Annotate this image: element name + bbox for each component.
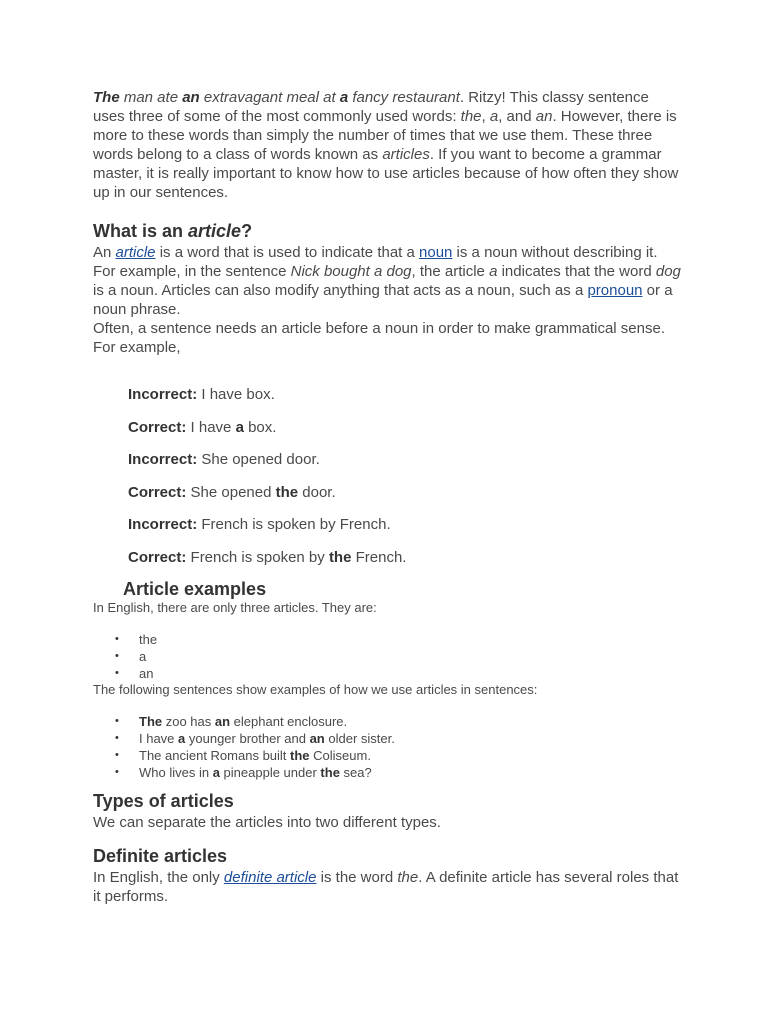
pronoun-link[interactable]: pronoun bbox=[587, 282, 643, 299]
example-article: the bbox=[275, 484, 299, 501]
body-text: . A definite article has several roles that it performs. bbox=[93, 869, 679, 905]
example-article: a bbox=[235, 419, 244, 436]
body-text: is the word bbox=[316, 869, 398, 886]
example-text: box. bbox=[243, 419, 277, 436]
body-text: or a noun phrase. bbox=[93, 282, 673, 318]
heading-definite-articles: Definite articles bbox=[93, 846, 228, 866]
example-line bbox=[128, 548, 406, 567]
example-text: I have box. bbox=[197, 386, 275, 403]
intro-text: . If you want to become a grammar master, it is really important to know how to use articles because of how often they show up in our sentences. bbox=[93, 146, 679, 201]
list-item bbox=[93, 730, 395, 747]
example-line bbox=[128, 450, 320, 469]
article-link[interactable] bbox=[116, 244, 156, 261]
intro-text: . However, there is more to these words than simply the number of times that we use them. These three words belong to a class of words known as bbox=[93, 108, 677, 163]
bold-article: the bbox=[320, 765, 340, 780]
intro-word-a: a bbox=[489, 108, 499, 125]
types-paragraph: We can separate the articles into two different types. bbox=[93, 814, 441, 831]
example-sentences-list bbox=[93, 713, 395, 781]
example-text: I have bbox=[186, 419, 236, 436]
heading-italic: article bbox=[188, 221, 242, 241]
definite-paragraph bbox=[93, 868, 683, 906]
sentence-text: I have bbox=[139, 731, 179, 746]
list-item bbox=[93, 747, 395, 764]
body-text: Often, a sentence needs an article before a noun in order to make grammatical sense. For example, bbox=[93, 320, 665, 356]
intro-word-the: the bbox=[460, 108, 482, 125]
example-text: French is spoken by bbox=[186, 549, 329, 566]
example-line bbox=[128, 515, 391, 534]
sentence-text: The ancient Romans built bbox=[139, 748, 291, 763]
example-line bbox=[128, 483, 336, 502]
example-text: French. bbox=[351, 549, 407, 566]
italic-dog: dog bbox=[655, 263, 681, 280]
intro-phrase: fancy restaurant bbox=[348, 89, 460, 106]
example-line bbox=[128, 385, 275, 404]
intro-paragraph bbox=[93, 88, 683, 202]
sentence-text: sea? bbox=[339, 765, 372, 780]
examples-intro-2: The following sentences show examples of how we use articles in sentences: bbox=[93, 682, 538, 697]
intro-text: . Ritzy! This classy sentence uses three of some of the most commonly used words: bbox=[93, 89, 649, 125]
intro-the: The bbox=[93, 89, 120, 106]
bold-article: a bbox=[178, 731, 186, 746]
article-link-text: article bbox=[115, 244, 156, 261]
sentence-text: elephant enclosure. bbox=[230, 714, 348, 729]
example-text: French is spoken by French. bbox=[197, 516, 391, 533]
body-text: indicates that the word bbox=[497, 263, 656, 280]
list-item bbox=[93, 713, 395, 730]
definite-article-link[interactable] bbox=[224, 869, 317, 886]
example-sentence: Nick bought a dog bbox=[290, 263, 412, 280]
heading-what-is-article bbox=[93, 220, 683, 242]
body-text: In English, the only bbox=[93, 869, 224, 886]
example-label: Incorrect: bbox=[128, 386, 198, 403]
example-text: She opened door. bbox=[197, 451, 320, 468]
heading-text: ? bbox=[241, 221, 253, 241]
intro-phrase: man ate bbox=[119, 89, 183, 106]
article-examples-intro: In English, there are only three articles. They are: bbox=[93, 600, 377, 615]
intro-text: , bbox=[481, 108, 490, 125]
example-label: Correct: bbox=[128, 549, 187, 566]
example-label: Incorrect: bbox=[128, 516, 198, 533]
body-text: An bbox=[93, 244, 116, 261]
sentence-text: Coliseum. bbox=[309, 748, 371, 763]
list-item: • the bbox=[93, 631, 157, 648]
definite-article-link-text: definite article bbox=[223, 869, 317, 886]
example-label: Correct: bbox=[128, 419, 187, 436]
list-item: • a bbox=[93, 648, 157, 665]
sentence-text: Who lives in bbox=[139, 765, 213, 780]
intro-word-an: an bbox=[535, 108, 553, 125]
intro-a: a bbox=[339, 89, 349, 106]
intro-an: an bbox=[182, 89, 200, 106]
heading-article-examples: Article examples bbox=[123, 579, 267, 599]
articles-list bbox=[93, 631, 157, 682]
bold-article: The bbox=[139, 714, 163, 729]
body-text: , the article bbox=[411, 263, 490, 280]
example-label: Correct: bbox=[128, 484, 187, 501]
list-item: • an bbox=[93, 665, 157, 682]
italic-a: a bbox=[489, 263, 498, 280]
example-line bbox=[128, 418, 276, 437]
heading-types-of-articles: Types of articles bbox=[93, 791, 234, 811]
list-item bbox=[93, 764, 395, 781]
body-text: is a noun without describing it. For example, in the sentence bbox=[93, 244, 658, 280]
italic-the: the bbox=[397, 869, 419, 886]
heading-text: What is an bbox=[93, 221, 189, 241]
example-text: door. bbox=[298, 484, 336, 501]
noun-link[interactable]: noun bbox=[419, 244, 453, 261]
sentence-text: zoo has bbox=[162, 714, 215, 729]
bold-article: an bbox=[309, 731, 325, 746]
intro-word-articles: articles bbox=[382, 146, 430, 163]
intro-text: , and bbox=[498, 108, 536, 125]
example-label: Incorrect: bbox=[128, 451, 198, 468]
article-definition-paragraph bbox=[93, 243, 683, 357]
bold-article: an bbox=[214, 714, 231, 729]
example-text: She opened bbox=[186, 484, 276, 501]
bold-article: a bbox=[212, 765, 220, 780]
bold-article: the bbox=[290, 748, 310, 763]
intro-phrase: extravagant meal at bbox=[199, 89, 340, 106]
sentence-text: pineapple under bbox=[219, 765, 321, 780]
example-article: the bbox=[328, 549, 352, 566]
sentence-text: older sister. bbox=[324, 731, 395, 746]
body-text: is a word that is used to indicate that a bbox=[155, 244, 420, 261]
body-text: is a noun. Articles can also modify anything that acts as a noun, such as a bbox=[93, 282, 588, 299]
sentence-text: younger brother and bbox=[185, 731, 310, 746]
